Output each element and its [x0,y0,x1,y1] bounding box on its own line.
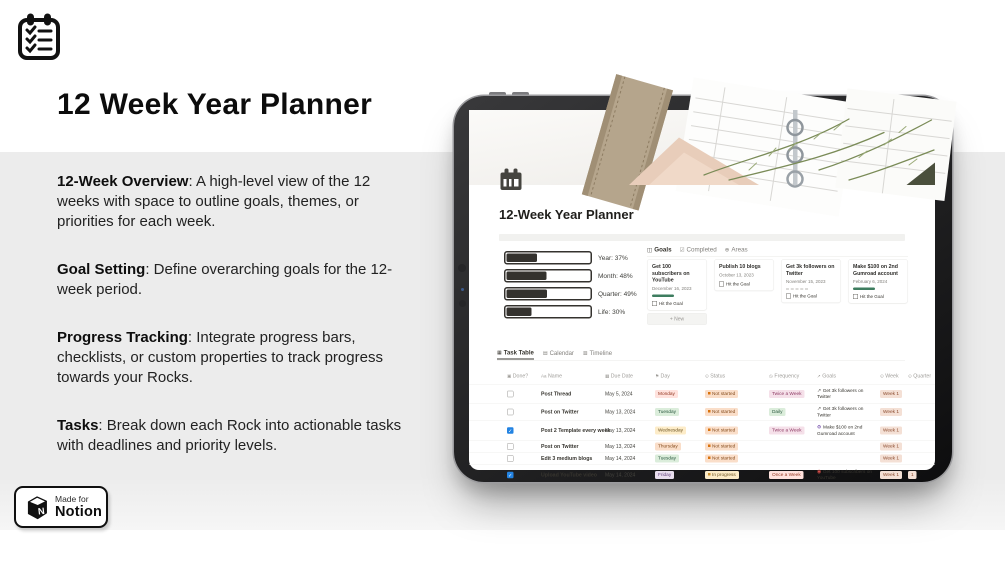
task-name[interactable]: Post 2 Template every week [541,427,611,434]
table-row[interactable] [469,384,935,403]
goals-tab-label: Goals [654,246,672,253]
week-tag: Week 1 [880,427,902,435]
goal-card-gallery [647,259,908,310]
feature-lead: Progress Tracking [57,329,188,346]
hit-the-goal-label: Hit the Goal [659,300,683,306]
goals-tab-divider [647,256,908,257]
done-checkbox[interactable] [507,443,514,450]
task-name[interactable]: Post on Twitter [541,443,579,450]
goal-checkbox-row [652,301,702,306]
done-checkbox[interactable]: ✓ [508,428,513,434]
table-row[interactable] [469,403,935,421]
status-dot-icon [708,473,711,476]
text-icon: Aa [541,373,547,379]
column-header-day: ⚑ Day [655,373,670,379]
progress-bar-fill [507,254,538,263]
tablet-camera [459,300,466,307]
checklist-clipboard-icon [16,12,62,62]
goal-card-date: November 15, 2023 [786,279,826,285]
goal-card-title: Make $100 on 2nd Gumroad account [853,263,898,277]
goal-card-date: December 16, 2023 [652,285,692,291]
goals-tab-completed[interactable] [680,246,717,253]
feature-lead: Tasks [57,417,99,434]
feature-paragraph: 12-Week Overview: A high-level view of the 12 weeks with space to outline goals, themes, or priorities for each week. [57,173,371,230]
progress-list [504,251,637,319]
goal-card-title: Get 100 subscribers on YouTube [652,263,690,284]
goal-page-icon: ↗ [817,387,822,394]
checkbox-icon: ☑ [679,246,685,253]
tablet-camera-dot [461,288,464,291]
day-tag: Wednesday [655,427,686,435]
goal-checkbox-row [719,281,769,286]
day-tag: Tuesday [655,408,679,416]
due-date: May 14, 2024 [605,455,636,462]
goal-page-icon: ⚙ [817,424,822,430]
table-row[interactable] [469,452,935,465]
goal-progress-line [652,294,674,297]
table-row[interactable] [469,465,935,485]
done-checkbox[interactable] [507,409,514,416]
column-header-quarter: ⊙ Quarter [908,373,932,379]
week-tag: Week 1 [880,408,902,416]
goal-card[interactable] [781,259,841,303]
flag-icon: ⚑ [655,373,660,379]
goal-progress-line [786,289,808,290]
badge-made-for-label: Made for [55,493,89,504]
table-row[interactable] [469,440,935,452]
table-header-row [469,371,935,383]
notion-page-title: 12-Week Year Planner [499,207,634,222]
table-row[interactable] [469,421,935,441]
hit-the-goal-checkbox[interactable] [853,294,858,299]
tablet-screen [469,110,935,481]
progress-row [504,305,637,319]
column-header-goals: ↗ Goals [817,373,836,379]
page-title: 12 Week Year Planner [57,88,373,121]
goal-card-title: Publish 10 blogs [719,263,761,270]
due-date: May 13, 2024 [605,409,636,415]
goals-tab-areas[interactable] [725,246,748,253]
week-tag: Week 1 [880,471,902,479]
timeline-icon: ▥ [582,350,588,356]
due-date: May 5, 2024 [605,391,633,397]
goal-relation[interactable]: ↗ Get 3k followers on Twitter [817,405,864,418]
due-date: May 14, 2024 [605,472,636,478]
due-date: May 13, 2024 [605,427,636,434]
day-tag: Friday [655,471,674,479]
progress-bar-fill [507,308,532,317]
view-tab-divider [497,360,905,361]
hit-the-goal-label: Hit the Goal [860,294,884,300]
view-tab-label: Timeline [589,349,613,357]
status-dot-icon [708,429,711,432]
goal-checkbox-row [853,294,903,299]
task-name[interactable]: Upload YouTube video [541,471,598,478]
status-dot-icon [708,444,711,447]
made-for-notion-badge[interactable] [14,486,108,528]
status-icon: ⊙ [705,373,709,379]
progress-row [504,269,637,283]
column-header-status: ⊙ Status [705,373,726,379]
notion-divider-block [499,234,905,241]
feature-lead: Goal Setting [57,261,146,278]
goal-card-date: February 6, 2024 [853,279,888,285]
progress-bar [504,305,592,319]
frequency-tag: Once a Week [769,471,804,479]
view-tab-calendar[interactable] [543,350,574,360]
globe-icon: ⊕ [724,246,730,253]
goals-tab-bar [647,246,748,253]
goal-page-icon: ↗ [817,405,822,412]
column-header-done-: ▣ Done? [507,373,529,379]
goals-tab-goals[interactable] [647,246,672,253]
progress-label: Month: 48% [598,272,633,280]
status-tag: Not started [705,390,738,398]
feature-paragraph: Tasks: Break down each Rock into actionable tasks with deadlines and priority levels. [57,417,402,454]
week-tag: Week 1 [880,390,902,398]
goal-page-icon: ◉ [817,468,822,475]
quarter-tag: 1 [908,471,917,479]
rollup-icon: ⊙ [908,373,912,379]
task-name[interactable]: Edit 3 medium blogs [541,455,593,462]
status-tag: Not started [705,427,738,435]
goal-card-title: Get 3k followers on Twitter [786,263,835,277]
progress-bar [504,287,592,301]
progress-label: Quarter: 49% [598,290,637,298]
due-date: May 13, 2024 [605,443,636,449]
day-tag: Tuesday [655,455,679,463]
goal-card[interactable] [647,259,707,310]
progress-label: Year: 37% [598,254,628,262]
hit-the-goal-checkbox[interactable] [786,294,791,299]
column-header-frequency: ◷ Frequency [769,373,800,379]
status-dot-icon [708,392,711,395]
view-tab-timeline[interactable] [583,350,612,360]
hit-the-goal-label: Hit the Goal [793,293,817,299]
goal-checkbox-row [786,294,836,299]
hit-the-goal-label: Hit the Goal [726,281,750,287]
feature-paragraph: Progress Tracking: Integrate progress bars, checklists, or custom properties to track progress towards your Rocks. [57,329,383,386]
status-tag: In progress [705,471,739,479]
goals-tab-label: Completed [686,246,717,253]
task-name[interactable]: Post Thread [541,390,572,397]
view-tab-bar [497,349,612,360]
frequency-tag: Twice a Week [769,390,804,398]
column-header-week: ⊙ Week [880,373,899,379]
progress-bar-fill [507,290,548,299]
table-icon: ▦ [497,349,502,356]
progress-label: Life: 30% [598,308,626,316]
hit-the-goal-checkbox[interactable] [652,301,657,306]
column-header-due-date: ▦ Due Date [605,373,633,379]
calendar-icon: ▦ [605,373,610,379]
progress-row [504,287,637,301]
new-goal-button[interactable]: + New [647,313,707,325]
goal-card[interactable] [848,259,908,304]
status-tag: Not started [705,455,738,463]
view-tab-task-table[interactable] [497,349,534,360]
status-dot-icon [708,457,711,460]
badge-notion-label: Notion [55,504,103,520]
task-name[interactable]: Post on Twitter [541,409,579,415]
column-header-name: Aa Name [541,373,563,379]
svg-text:N: N [37,505,46,517]
clock-icon: ◷ [769,373,773,379]
rollup-icon: ⊙ [880,373,884,379]
goal-relation[interactable]: ◉ Get 100 subscribers on YouTube [817,468,872,481]
goal-relation[interactable]: ↗ Get 3k followers on Twitter [817,387,864,400]
progress-bar [504,269,592,283]
progress-bar [504,251,592,265]
checkbox-icon: ▣ [507,373,512,379]
status-dot-icon [708,410,711,413]
week-tag: Week 1 [880,442,902,450]
goal-card-date: October 13, 2023 [719,272,754,278]
frequency-tag: Daily [769,408,786,416]
tablet-camera [458,264,466,272]
goals-tab-label: Areas [731,246,748,253]
hit-the-goal-checkbox[interactable] [719,281,724,286]
done-checkbox[interactable] [507,391,514,398]
board-icon: ◫ [647,246,653,253]
progress-row [504,251,637,265]
calendar-icon: ▤ [542,350,548,356]
status-tag: Not started [705,442,738,450]
cover-image [469,110,935,185]
week-tag: Week 1 [880,455,902,463]
goal-card[interactable] [714,259,774,291]
view-tab-label: Calendar [549,349,574,357]
feature-paragraphs [57,172,413,484]
progress-bar-fill [507,272,547,281]
feature-lead: 12-Week Overview [57,173,189,190]
goal-relation[interactable]: ⚙ Make $100 on 2nd Gumroad account [817,424,863,437]
frequency-tag: Twice a Week [769,427,804,435]
view-tab-label: Task Table [503,349,534,356]
goal-progress-line [853,288,875,291]
done-checkbox[interactable]: ✓ [508,472,513,478]
day-tag: Monday [655,390,678,398]
day-tag: Thursday [655,442,681,450]
status-tag: Not started [705,408,738,416]
done-checkbox[interactable] [507,455,514,462]
notion-logo-icon [23,494,50,521]
feature-paragraph: Goal Setting: Define overarching goals for the 12-week period. [57,261,393,298]
relation-icon: ↗ [817,373,821,379]
notion-page-calendar-icon [498,167,524,193]
